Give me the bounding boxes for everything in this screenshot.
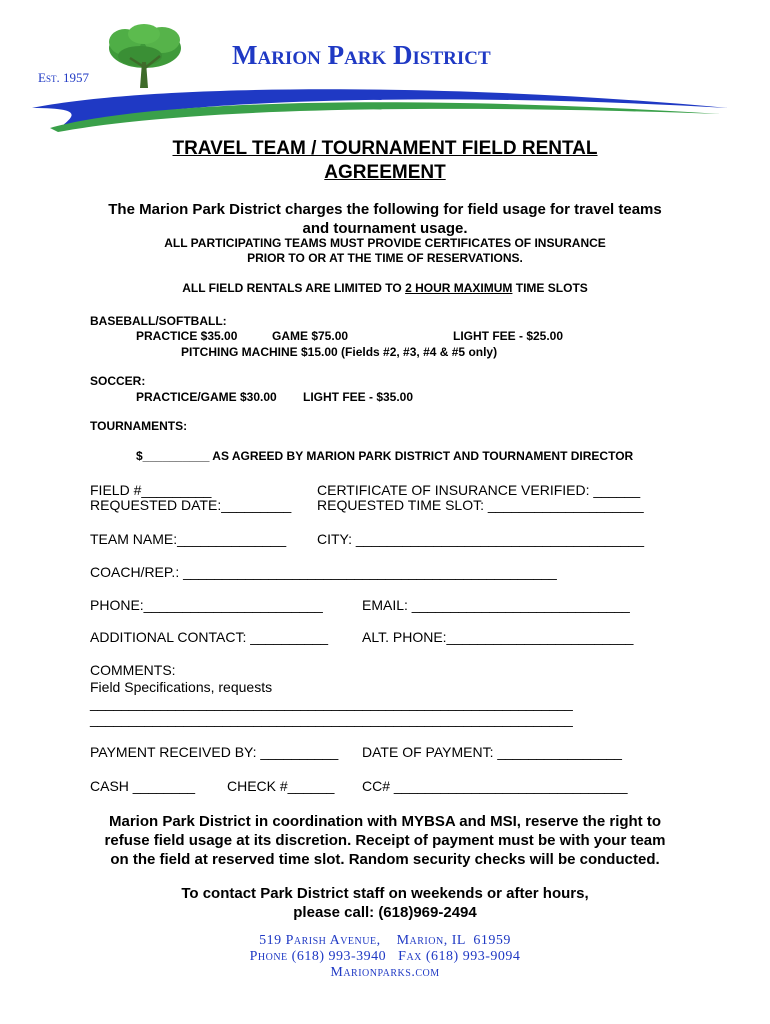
intro [0, 200, 770, 238]
comments-label: COMMENTS: [90, 662, 176, 678]
payment-received-by-field[interactable]: PAYMENT RECEIVED BY: __________ [90, 744, 339, 760]
insurance-line-1: ALL PARTICIPATING TEAMS MUST PROVIDE CERTIFICATES OF INSURANCE [164, 236, 606, 250]
field-specs-label: Field Specifications, requests [90, 679, 273, 695]
title-line-1: TRAVEL TEAM / TOURNAMENT FIELD RENTAL [172, 138, 598, 159]
footer-website[interactable]: Marionparks.com [330, 965, 440, 980]
comment-line-1[interactable]: ______________________________________________________________ [90, 695, 573, 711]
field-number-field[interactable]: FIELD #_________ [90, 482, 212, 498]
phone-field[interactable]: PHONE:_______________________ [90, 597, 323, 613]
page-title [0, 137, 770, 185]
comment-line-2[interactable]: ______________________________________________________________ [90, 711, 573, 727]
notice-line-1: Marion Park District in coordination with MYBSA and MSI, reserve the right to [108, 813, 662, 830]
rental-limit [0, 281, 770, 295]
soccer-heading: SOCCER: [90, 374, 146, 388]
email-field[interactable]: EMAIL: ____________________________ [362, 597, 630, 613]
insurance-line-2: PRIOR TO OR AT THE TIME OF RESERVATIONS. [247, 251, 523, 265]
cash-field[interactable]: CASH ________ [90, 778, 196, 794]
footer-phones: Phone (618) 993-3940 Fax (618) 993-9094 [249, 949, 521, 964]
city-field[interactable]: CITY: _____________________________________ [317, 531, 644, 547]
est-year: Est. 1957 [38, 70, 89, 85]
contact-line-2: please call: (618)969-2494 [293, 904, 477, 921]
coach-rep-field[interactable]: COACH/REP.: ________________________________________________ [90, 564, 557, 580]
policy-notice [0, 812, 770, 869]
limit-underlined: 2 HOUR MAXIMUM [405, 281, 513, 295]
baseball-practice: PRACTICE $35.00 [136, 329, 238, 343]
after-hours-contact [0, 884, 770, 922]
district-name: Marion Park District [232, 40, 491, 70]
pitching-machine: PITCHING MACHINE $15.00 (Fields #2, #3, #4 & #5 only) [181, 345, 498, 359]
footer [0, 933, 770, 981]
intro-line-2: and tournament usage. [302, 220, 468, 237]
team-name-field[interactable]: TEAM NAME:______________ [90, 531, 287, 547]
additional-contact-field[interactable]: ADDITIONAL CONTACT: __________ [90, 629, 329, 645]
soccer-light-fee: LIGHT FEE - $35.00 [303, 390, 414, 404]
intro-line-1: The Marion Park District charges the following for field usage for travel teams [108, 201, 662, 218]
requested-time-slot-field[interactable]: REQUESTED TIME SLOT: ____________________ [317, 497, 644, 513]
certificate-verified-field[interactable]: CERTIFICATE OF INSURANCE VERIFIED: ______ [317, 482, 641, 498]
tournament-agreed-fee[interactable]: $__________ AS AGREED BY MARION PARK DISTRICT AND TOURNAMENT DIRECTOR [136, 449, 634, 463]
baseball-game: GAME $75.00 [272, 329, 349, 343]
header-swoosh [30, 78, 730, 132]
soccer-practice-game: PRACTICE/GAME $30.00 [136, 390, 277, 404]
date-of-payment-field[interactable]: DATE OF PAYMENT: ________________ [362, 744, 622, 760]
notice-line-3: on the field at reserved time slot. Random security checks will be conducted. [110, 851, 660, 868]
baseball-light-fee: LIGHT FEE - $25.00 [453, 329, 564, 343]
tournaments-heading: TOURNAMENTS: [90, 419, 188, 433]
alt-phone-field[interactable]: ALT. PHONE:________________________ [362, 629, 634, 645]
limit-post: TIME SLOTS [512, 281, 588, 295]
contact-line-1: To contact Park District staff on weekends or after hours, [181, 885, 589, 902]
footer-address: 519 Parish Avenue, Marion, IL 61959 [259, 933, 511, 948]
limit-pre: ALL FIELD RENTALS ARE LIMITED TO [182, 281, 406, 295]
cc-field[interactable]: CC# ______________________________ [362, 778, 628, 794]
title-line-2: AGREEMENT [324, 162, 446, 183]
notice-line-2: refuse field usage at its discretion. Receipt of payment must be with your team [104, 832, 666, 849]
requested-date-field[interactable]: REQUESTED DATE:_________ [90, 497, 292, 513]
baseball-heading: BASEBALL/SOFTBALL: [90, 314, 227, 328]
check-field[interactable]: CHECK #______ [227, 778, 335, 794]
insurance-notice [0, 236, 770, 266]
